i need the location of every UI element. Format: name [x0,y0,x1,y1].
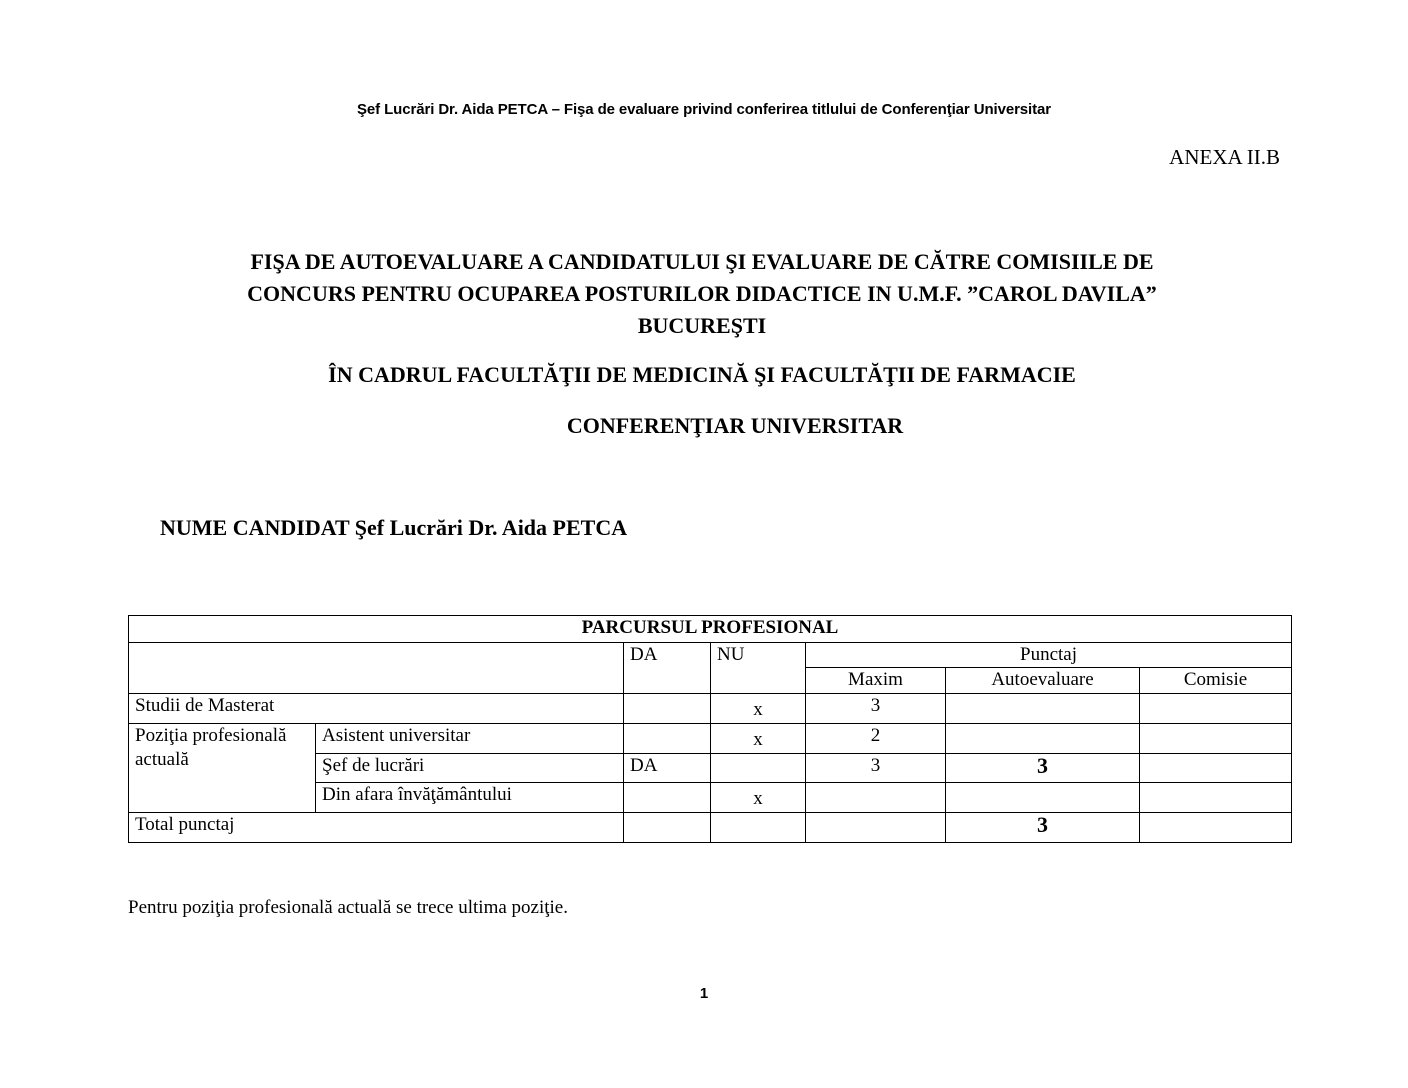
col-header-maxim: Maxim [806,668,946,694]
cell-comisie [1140,783,1292,813]
cell-maxim [806,783,946,813]
pozitia-label: Poziţia profesională actuală [129,724,316,813]
table-row [129,694,1292,724]
cell-maxim: 3 [806,694,946,724]
cell-nu: x [711,694,806,724]
title-line-1: FIŞA DE AUTOEVALUARE A CANDIDATULUI ŞI EVALUARE DE CĂTRE COMISIILE DE [250,249,1154,274]
table-row [129,724,1292,754]
col-header-autoevaluare: Autoevaluare [946,668,1140,694]
document-title [140,246,1264,342]
row-label: Şef de lucrări [316,754,624,783]
cell-autoevaluare [946,783,1140,813]
col-header-da: DA [624,643,711,694]
cell-comisie [1140,754,1292,783]
cell-da [624,813,711,843]
col-header-comisie: Comisie [1140,668,1292,694]
table-row-total [129,813,1292,843]
cell-comisie [1140,813,1292,843]
position-title: CONFERENŢIAR UNIVERSITAR [566,413,904,438]
cell-total-autoevaluare: 3 [946,813,1140,843]
cell-autoevaluare [946,694,1140,724]
cell-maxim [806,813,946,843]
cell-nu: x [711,783,806,813]
row-label: Total punctaj [129,813,624,843]
footnote: Pentru poziţia profesională actuală se trece ultima poziţie. [128,897,568,918]
cell-nu [711,754,806,783]
title-line-3: BUCUREŞTI [637,313,767,338]
header-empty-cell [129,643,624,694]
col-header-punctaj: Punctaj [806,643,1292,668]
title-line-2: CONCURS PENTRU OCUPAREA POSTURILOR DIDACTICE IN U.M.F. ”CAROL DAVILA” [247,281,1157,306]
running-header: Şef Lucrări Dr. Aida PETCA – Fişa de evaluare privind conferirea titlului de Conferenţiar Universitar [357,101,1051,118]
cell-nu [711,813,806,843]
document-subtitle: ÎN CADRUL FACULTĂŢII DE MEDICINĂ ŞI FACULTĂŢII DE FARMACIE [328,362,1076,387]
cell-maxim: 3 [806,754,946,783]
row-label: Asistent universitar [316,724,624,754]
cell-da: DA [624,754,711,783]
cell-comisie [1140,694,1292,724]
section-title: PARCURSUL PROFESIONAL [129,616,1292,643]
candidate-name: NUME CANDIDAT Şef Lucrări Dr. Aida PETCA [160,515,628,540]
row-label: Studii de Masterat [129,694,624,724]
page-number: 1 [699,985,709,1002]
cell-da [624,724,711,754]
cell-comisie [1140,724,1292,754]
cell-da [624,694,711,724]
cell-autoevaluare [946,724,1140,754]
cell-autoevaluare: 3 [946,754,1140,783]
cell-da [624,783,711,813]
row-label: Din afara învăţământului [316,783,624,813]
cell-maxim: 2 [806,724,946,754]
annex-label: ANEXA II.B [1169,145,1280,169]
evaluation-table [128,615,1292,843]
cell-nu: x [711,724,806,754]
col-header-nu: NU [711,643,806,694]
